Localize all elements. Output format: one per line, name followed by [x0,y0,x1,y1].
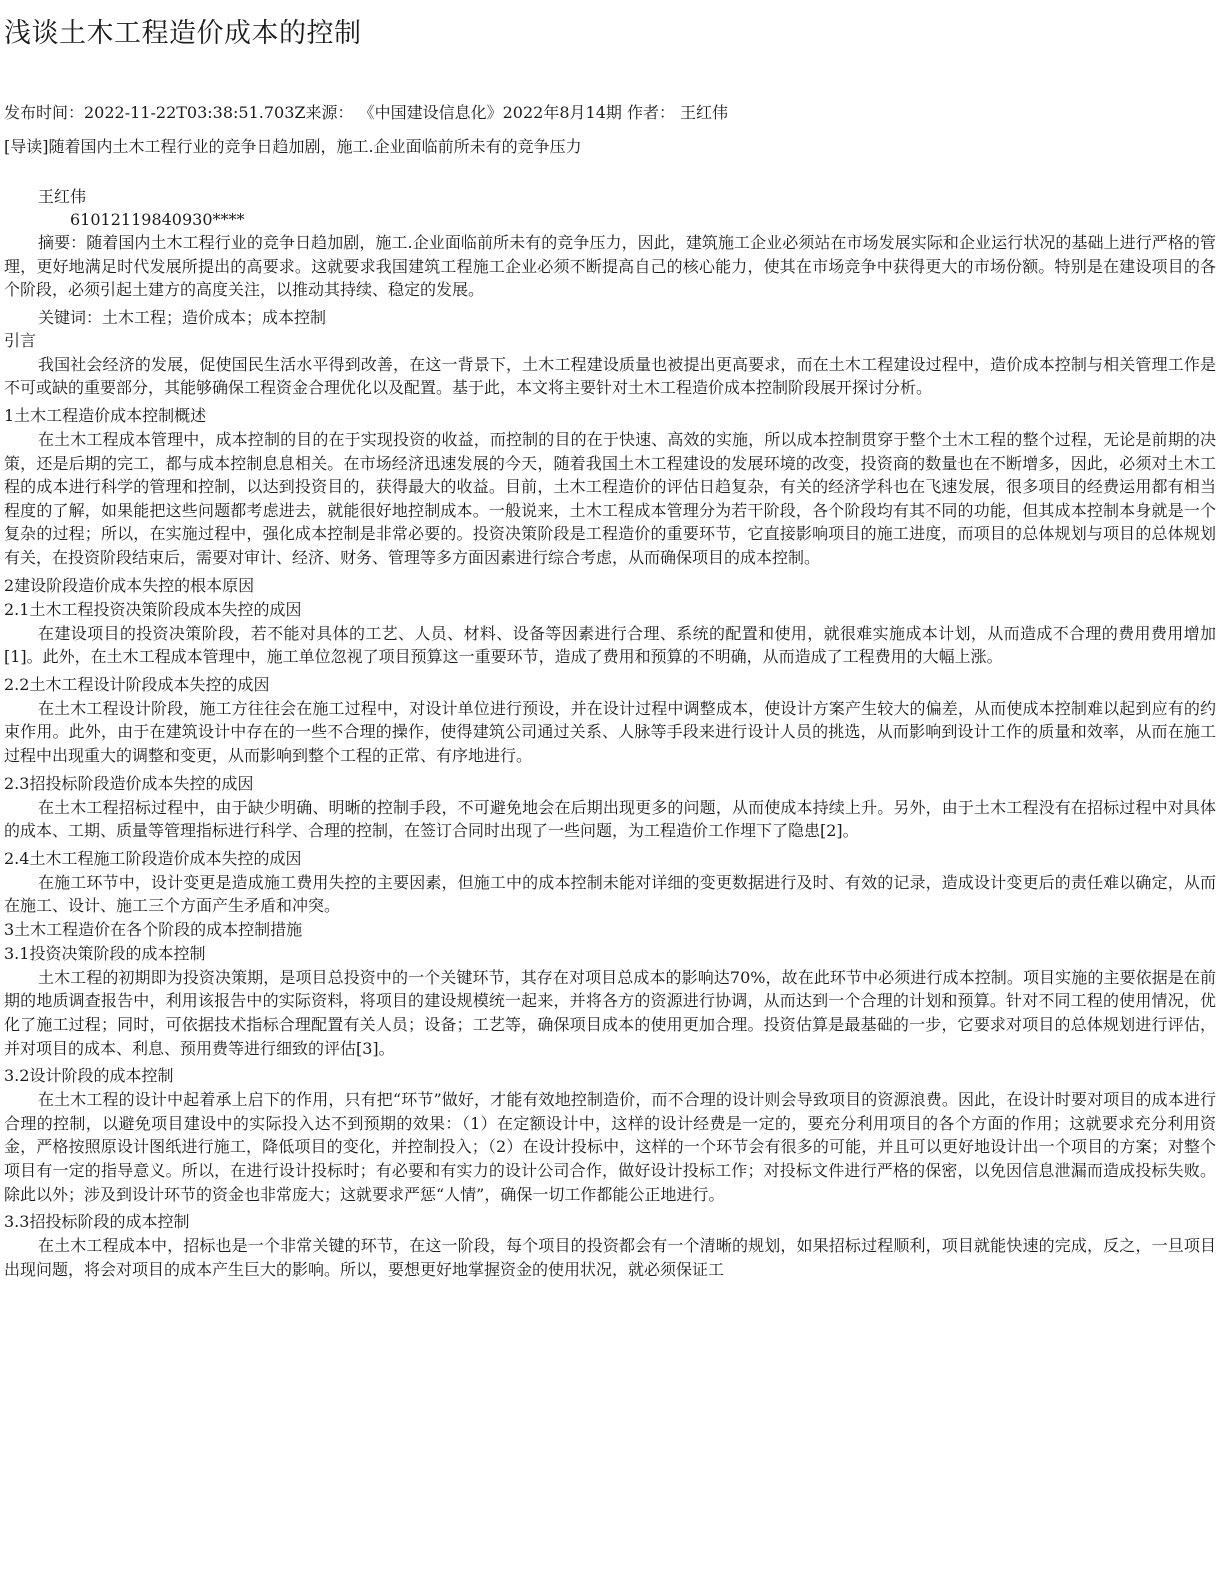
section-3-3-heading: 3.3招投标阶段的成本控制 [4,1212,190,1232]
section-2-heading: 2建设阶段造价成本失控的根本原因 [4,575,255,595]
section-3-2-paragraph: 在土木工程的设计中起着承上启下的作用，只有把“环节”做好，才能有效地控制造价，而不合理的设计则会导致项目的资源浪费。因此，在设计时要对项目的成本进行合理的控制，以避免项目建设中的实际投入达不到预期的效果：（1）在定额设计中，这样的设计经费是一定的，要充分利用项目的各个方面的作用；这就要求充分利用资金，严格按照原设计图纸进行施工，降低项目的变化，并控制投入；（2）在设计投标中，这样的一个环节会有很多的可能，并且可以更好地设计出一个项目的方案；对整个项目有一定的指导意义。所以，在进行设计投标时；有必要和有实力的设计公司合作，做好设计投标工作；对投标文件进行严格的保密，以免因信息泄漏而造成投标失败。除此以外；涉及到设计环节的资金也非常庞大；这就要求严惩“人情”，确保一切工作都能公正地进行。 [4,1090,1216,1204]
section-3-1-paragraph: 土木工程的初期即为投资决策期，是项目总投资中的一个关键环节，其存在对项目总成本的影响达70%，故在此环节中必须进行成本控制。项目实施的主要依据是在前期的地质调查报告中，利用该报告中的实际资料，将项目的建设规模统一起来，并将各方的资源进行协调，从而达到一个合理的计划和预算。针对不同工程的使用情况，优化了施工过程；同时，可依据技术指标合理配置有关人员；设备；工艺等，确保项目成本的使用更加合理。投资估算是最基础的一步，它要求对项目的总体规划进行评估，并对项目的成本、利息、预用费等进行细致的评估[3]。 [4,967,1216,1058]
article-guide: [导读]随着国内土木工程行业的竞争日趋加剧，施工.企业面临前所未有的竞争压力 [4,137,582,156]
intro-heading: 引言 [4,330,37,350]
section-3-1-heading: 3.1投资决策阶段的成本控制 [4,943,206,963]
article-title: 浅谈土木工程造价成本的控制 [4,18,362,49]
section-1-heading: 1土木工程造价成本控制概述 [4,405,207,425]
section-1-paragraph: 在土木工程成本管理中，成本控制的目的在于实现投资的收益，而控制的目的在于快速、高效的实施，所以成本控制贯穿于整个土木工程的整个过程，无论是前期的决策，还是后期的完工，都与成本控制息息相关。在市场经济迅速发展的今天，随着我国土木工程建设的发展环境的改变，投资商的数量也在不断增多，因此，必须对土木工程的成本进行科学的管理和控制，以达到投资目的，获得最大的收益。目前，土木工程造价的评估日趋复杂，有关的经济学科也在飞速发展，很多项目的经费运用都有相当程度的了解，如果能把这些问题都考虑进去，就能很好地控制成本。一般说来，土木工程成本管理分为若干阶段，各个阶段均有其不同的功能，但其成本控制本身就是一个复杂的过程；所以，在实施过程中，强化成本控制是非常必要的。投资决策阶段是工程造价的重要环节，它直接影响项目的施工进度，而项目的总体规划与项目的总体规划有关，在投资阶段结束后，需要对审计、经济、财务、管理等多方面因素进行综合考虑，从而确保项目的成本控制。 [4,429,1216,567]
section-2-1-paragraph: 在建设项目的投资决策阶段，若不能对具体的工艺、人员、材料、设备等因素进行合理、系统的配置和使用，就很难实施成本计划，从而造成不合理的费用费用增加[1]。此外，在土木工程成本管理中，施工单位忽视了项目预算这一重要环节，造成了费用和预算的不明确，从而造成了工程费用的大幅上涨。 [4,623,1216,667]
section-2-1-heading: 2.1土木工程投资决策阶段成本失控的成因 [4,599,302,619]
author-name: 王红伟 [38,187,87,206]
intro-paragraph: 我国社会经济的发展，促使国民生活水平得到改善，在这一背景下，土木工程建设质量也被提出更高要求，而在土木工程建设过程中，造价成本控制与相关管理工作是不可或缺的重要部分，其能够确保工程资金合理优化以及配置。基于此，本文将主要针对土木工程造价成本控制阶段展开探讨分析。 [4,354,1216,398]
section-2-2-heading: 2.2土木工程设计阶段成本失控的成因 [4,674,270,694]
section-2-4-heading: 2.4土木工程施工阶段造价成本失控的成因 [4,848,302,868]
section-3-2-heading: 3.2设计阶段的成本控制 [4,1066,174,1086]
section-3-heading: 3土木工程造价在各个阶段的成本控制措施 [4,919,303,939]
section-3-3-paragraph: 在土木工程成本中，招标也是一个非常关键的环节，在这一阶段，每个项目的投资都会有一个清晰的规划，如果招标过程顺利，项目就能快速的完成，反之，一旦项目出现问题，将会对项目的成本产生巨大的影响。所以，要想更好地掌握资金的使用状况，就必须保证工 [4,1236,1216,1279]
abstract: 摘要：随着国内土木工程行业的竞争日趋加剧，施工.企业面临前所未有的竞争压力，因此，建筑施工企业必须站在市场发展实际和企业运行状况的基础上进行严格的管理，更好地满足时代发展所提出的高要求。这就要求我国建筑工程施工企业必须不断提高自己的核心能力，使其在市场竞争中获得更大的市场份额。特别是在建设项目的各个阶段，必须引起土建方的高度关注，以推动其持续、稳定的发展。 [4,233,1216,300]
article-meta: 发布时间：2022-11-22T03:38:51.703Z来源： 《中国建设信息化》2022年8月14期 作者： 王红伟 [4,103,729,122]
section-2-4-paragraph: 在施工环节中，设计变更是造成施工费用失控的主要因素，但施工中的成本控制未能对详细的变更数据进行及时、有效的记录，造成设计变更后的责任难以确定，从而在施工、设计、施工三个方面产生矛盾和冲突。 [4,872,1216,916]
author-id: 61012119840930**** [70,210,245,229]
section-2-2-paragraph: 在土木工程设计阶段，施工方往往会在施工过程中，对设计单位进行预设，并在设计过程中调整成本，使设计方案产生较大的偏差，从而使成本控制难以起到应有的约束作用。此外，由于在建筑设计中存在的一些不合理的操作，使得建筑公司通过关系、人脉等手段来进行设计人员的挑选，从而影响到设计工作的质量和效率，从而在施工过程中出现重大的调整和变更，从而影响到整个工程的正常、有序地进行。 [4,698,1216,765]
section-2-3-heading: 2.3招投标阶段造价成本失控的成因 [4,773,254,793]
keywords: 关键词：土木工程；造价成本；成本控制 [38,307,327,327]
section-2-3-paragraph: 在土木工程招标过程中，由于缺少明确、明晰的控制手段，不可避免地会在后期出现更多的问题，从而使成本持续上升。另外，由于土木工程没有在招标过程中对具体的成本、工期、质量等管理指标进行科学、合理的控制，在签订合同时出现了一些问题，为工程造价工作埋下了隐患[2]。 [4,797,1216,841]
